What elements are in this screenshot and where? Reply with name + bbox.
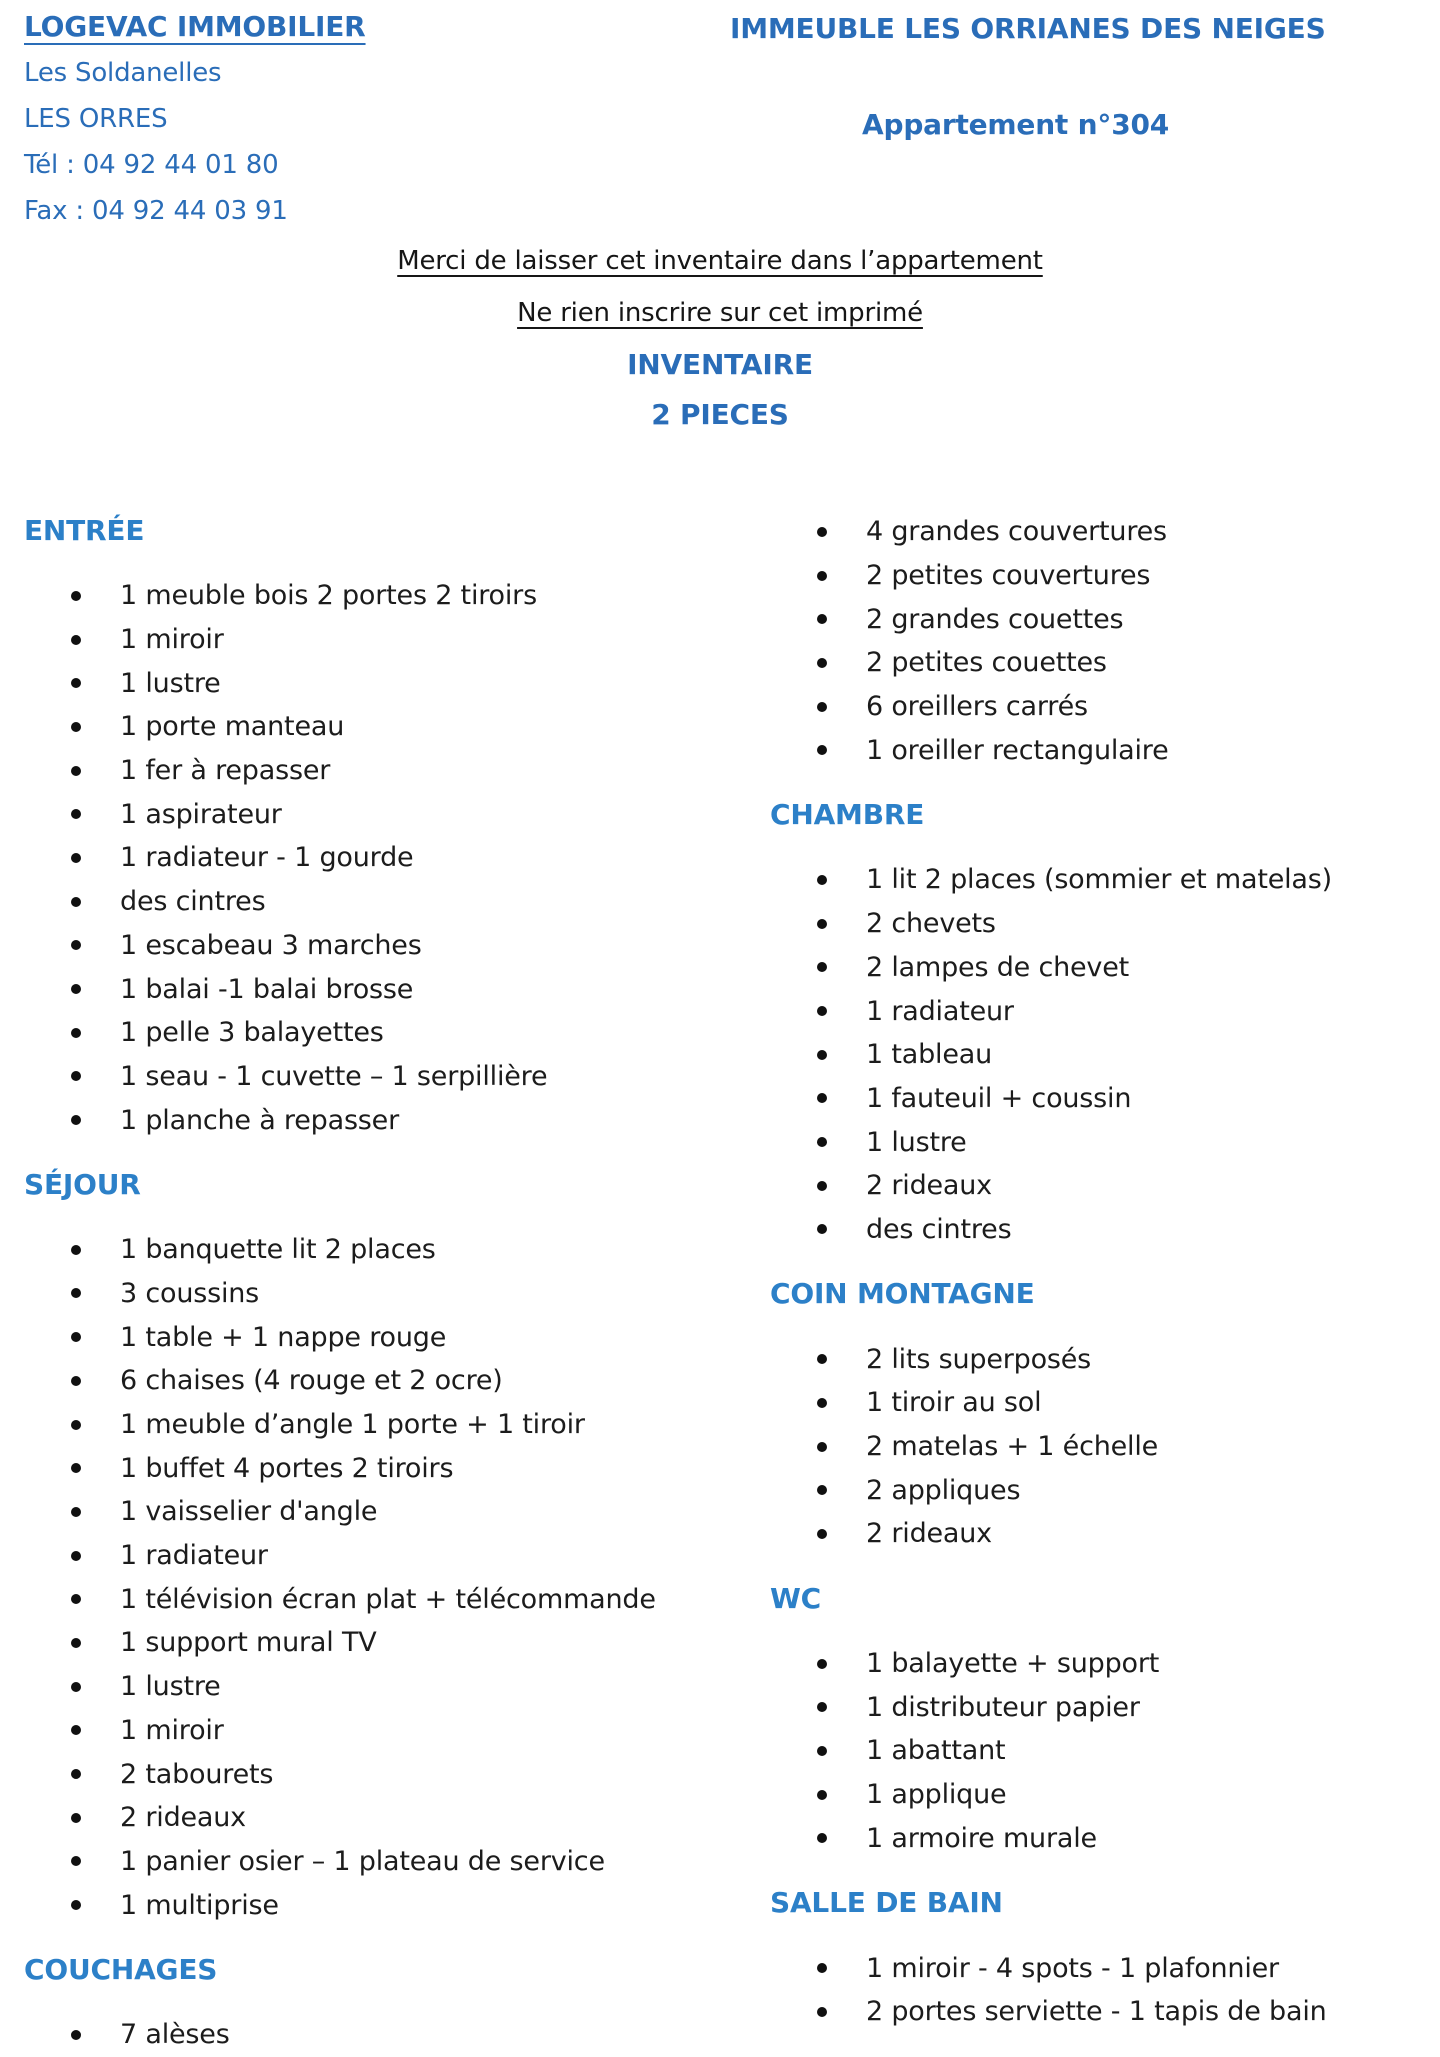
- list-item: 2 grandes couettes: [770, 597, 1430, 641]
- inventory-list: [24, 2013, 664, 2057]
- list-item: 1 seau - 1 cuvette – 1 serpillière: [24, 1055, 664, 1099]
- agency-name: LOGEVAC IMMOBILIER: [24, 10, 366, 43]
- list-item: 1 lustre: [24, 1665, 664, 1709]
- agency-residence: Les Soldanelles: [24, 58, 222, 88]
- list-item: 1 miroir: [24, 1709, 664, 1753]
- list-item: 1 buffet 4 portes 2 tiroirs: [24, 1446, 664, 1490]
- list-item: 1 radiateur: [24, 1534, 664, 1578]
- section-heading: COIN MONTAGNE: [770, 1277, 1035, 1311]
- list-item: 1 meuble bois 2 portes 2 tiroirs: [24, 574, 664, 618]
- list-item: 1 pelle 3 balayettes: [24, 1011, 664, 1055]
- building-title: IMMEUBLE LES ORRIANES DES NEIGES: [730, 12, 1326, 45]
- agency-phone: Tél : 04 92 44 01 80: [24, 150, 279, 180]
- list-item: 2 tabourets: [24, 1752, 664, 1796]
- inventory-list: [24, 1228, 664, 1927]
- list-item: 6 oreillers carrés: [770, 685, 1430, 729]
- list-item: 1 radiateur - 1 gourde: [24, 836, 664, 880]
- list-item: 1 oreiller rectangulaire: [770, 728, 1430, 772]
- section-heading: CHAMBRE: [770, 798, 925, 832]
- list-item: 1 table + 1 nappe rouge: [24, 1315, 664, 1359]
- section-heading: COUCHAGES: [24, 1952, 218, 1986]
- notice-do-not-write: Ne rien inscrire sur cet imprimé: [517, 298, 923, 328]
- list-item: 2 rideaux: [24, 1796, 664, 1840]
- list-item: 4 grandes couvertures: [770, 510, 1430, 554]
- list-item: 2 chevets: [770, 902, 1430, 946]
- list-item: 2 rideaux: [770, 1164, 1430, 1208]
- inventory-list: [24, 574, 664, 1142]
- list-item: 1 escabeau 3 marches: [24, 924, 664, 968]
- inventory-column-left: [24, 513, 664, 2057]
- document-subtitle: 2 PIECES: [651, 398, 789, 431]
- list-item: 2 lits superposés: [770, 1337, 1430, 1381]
- list-item: 1 fauteuil + coussin: [770, 1077, 1430, 1121]
- list-item: 1 aspirateur: [24, 792, 664, 836]
- list-item: 1 porte manteau: [24, 705, 664, 749]
- notice-keep-inventory: Merci de laisser cet inventaire dans l’appartement: [397, 246, 1043, 276]
- list-item: 1 télévision écran plat + télécommande: [24, 1577, 664, 1621]
- inventory-column-right: [770, 510, 1430, 2034]
- inventory-list: [770, 1946, 1430, 2033]
- list-item: 1 planche à repasser: [24, 1098, 664, 1142]
- list-item: 2 matelas + 1 échelle: [770, 1425, 1430, 1469]
- list-item: 2 rideaux: [770, 1512, 1430, 1556]
- inventory-list: [770, 510, 1430, 772]
- inventory-list: [770, 1642, 1430, 1860]
- list-item: 1 fer à repasser: [24, 749, 664, 793]
- list-item: 1 balayette + support: [770, 1642, 1430, 1686]
- list-item: 1 distributeur papier: [770, 1685, 1430, 1729]
- list-item: 1 meuble d’angle 1 porte + 1 tiroir: [24, 1403, 664, 1447]
- list-item: des cintres: [770, 1208, 1430, 1252]
- list-item: 3 coussins: [24, 1272, 664, 1316]
- document-title: INVENTAIRE: [627, 348, 813, 381]
- list-item: 1 lit 2 places (sommier et matelas): [770, 858, 1430, 902]
- list-item: 2 petites couettes: [770, 641, 1430, 685]
- list-item: 1 lustre: [770, 1120, 1430, 1164]
- list-item: 1 applique: [770, 1773, 1430, 1817]
- agency-city: LES ORRES: [24, 104, 168, 134]
- section-heading: WC: [770, 1581, 822, 1615]
- list-item: 2 portes serviette - 1 tapis de bain: [770, 1990, 1430, 2034]
- list-item: 1 miroir - 4 spots - 1 plafonnier: [770, 1946, 1430, 1990]
- list-item: 1 panier osier – 1 plateau de service: [24, 1840, 664, 1884]
- list-item: 1 support mural TV: [24, 1621, 664, 1665]
- list-item: 1 tiroir au sol: [770, 1381, 1430, 1425]
- list-item: 1 banquette lit 2 places: [24, 1228, 664, 1272]
- list-item: 1 radiateur: [770, 989, 1430, 1033]
- section-heading: SALLE DE BAIN: [770, 1886, 1003, 1920]
- list-item: 6 chaises (4 rouge et 2 ocre): [24, 1359, 664, 1403]
- list-item: 1 miroir: [24, 618, 664, 662]
- list-item: 1 lustre: [24, 661, 664, 705]
- agency-fax: Fax : 04 92 44 03 91: [24, 196, 288, 226]
- list-item: 1 abattant: [770, 1729, 1430, 1773]
- list-item: des cintres: [24, 880, 664, 924]
- section-heading: ENTRÉE: [24, 514, 145, 547]
- section-heading: SÉJOUR: [24, 1167, 141, 1201]
- list-item: 2 lampes de chevet: [770, 946, 1430, 990]
- inventory-list: [770, 858, 1430, 1251]
- list-item: 1 multiprise: [24, 1883, 664, 1927]
- list-item: 1 balai -1 balai brosse: [24, 967, 664, 1011]
- apartment-number: Appartement n°304: [862, 108, 1170, 141]
- list-item: 1 vaisselier d'angle: [24, 1490, 664, 1534]
- list-item: 2 petites couvertures: [770, 554, 1430, 598]
- list-item: 1 armoire murale: [770, 1817, 1430, 1861]
- list-item: 1 tableau: [770, 1033, 1430, 1077]
- inventory-list: [770, 1337, 1430, 1555]
- list-item: 7 alèses: [24, 2013, 664, 2057]
- list-item: 2 appliques: [770, 1468, 1430, 1512]
